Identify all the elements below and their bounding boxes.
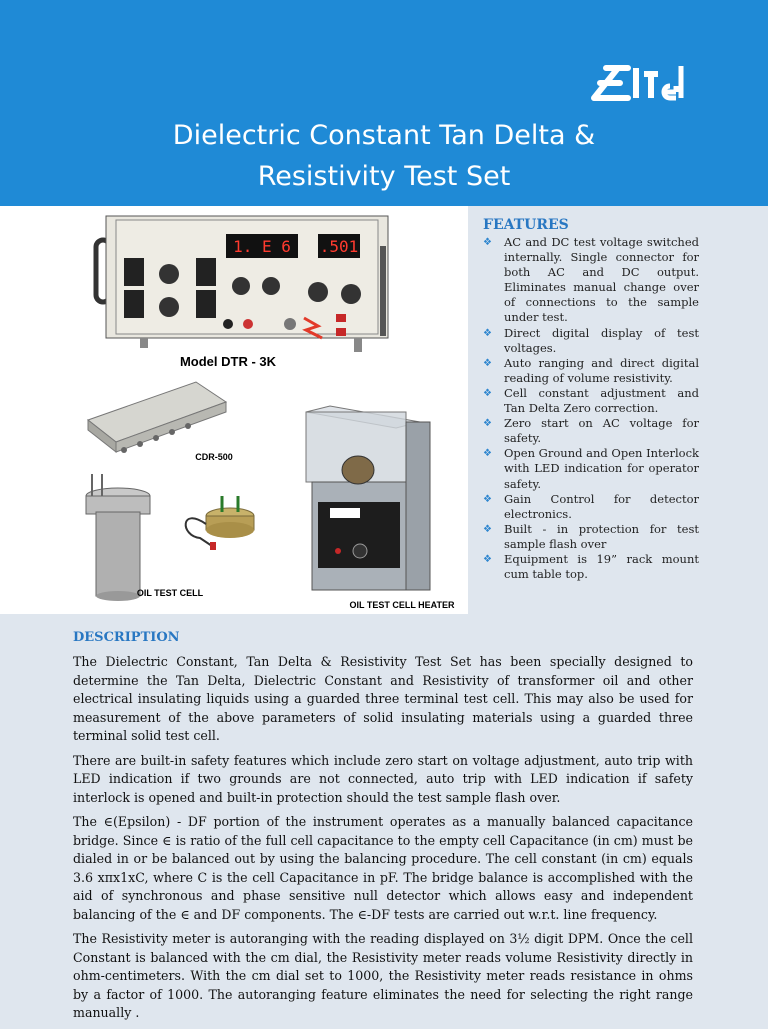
feature-text: Equipment is 19” rack mount cum table top. [504, 551, 699, 582]
dtr-3k-instrument-image [96, 216, 388, 352]
description-paragraph: The Resistivity meter is autoranging with the reading displayed on 3½ digit DPM. Once the cell Constant is balanced with the cm dial, the Resistivity meter reads volume Resistivity directly in ohm-centimeters. With the cm dial set to 1000, the Resistivity meter reads resistance in ohms by a factor of 1000. The autoranging feature eliminates the need for selecting the right range manually . [73, 931, 693, 1020]
resistivity-display-readout: .501 [319, 237, 359, 256]
feature-item [483, 522, 699, 552]
feature-text: Zero start on AC voltage for safety. [504, 416, 699, 446]
feature-item [483, 492, 699, 522]
feature-item [483, 552, 699, 582]
oil-cell-label: OIL TEST CELL [136, 588, 204, 598]
oil-test-cell-heater-image [306, 406, 430, 590]
product-illustrations [0, 206, 468, 614]
description-paragraph: There are built-in safety features which include zero start on voltage adjustment, auto trip with LED indication if two grounds are not connected, auto trip with LED indication if safety interlock is opened and built-in protection should the test sample flash over. [73, 752, 693, 805]
diamond-bullet-icon: ❖ [483, 418, 492, 430]
product-images-panel [0, 206, 468, 614]
description-paragraph: The Dielectric Constant, Tan Delta & Resistivity Test Set has been specially designed to determine the Tan Delta, Dielectric Constant and Resistivity of transformer oil and other electrical insulating liquids using a guarded three terminal test cell. This may also be used for measurement of the above parameters of solid insulating materials using a guarded three terminal solid test cell. [73, 654, 693, 743]
feature-text: AC and DC test voltage switched internally. Single connector for both AC and DC output. Eliminates manual change over of connections to the sample under test. [504, 235, 699, 325]
heater-label: OIL TEST CELL HEATER [349, 600, 455, 610]
feature-item [483, 356, 699, 386]
voltage-display-readout: 1. E 6 [233, 237, 291, 256]
feature-item [483, 416, 699, 446]
cdr-label: CDR-500 [195, 452, 233, 462]
diamond-bullet-icon: ❖ [483, 493, 492, 505]
diamond-bullet-icon: ❖ [483, 553, 492, 565]
diamond-bullet-icon: ❖ [483, 448, 492, 460]
feature-text: Direct digital display of test voltages. [504, 325, 699, 355]
feature-item [483, 235, 699, 326]
feature-text: Built - in protection for test sample flash over [504, 521, 699, 551]
diamond-bullet-icon: ❖ [483, 327, 492, 339]
description-body [73, 653, 693, 1029]
diamond-bullet-icon: ❖ [483, 237, 492, 248]
eltel-logo [588, 62, 684, 104]
header-banner [0, 0, 768, 206]
features-heading: FEATURES [483, 217, 569, 233]
feature-item [483, 386, 699, 416]
feature-text: Gain Control for detector electronics. [504, 491, 699, 521]
title-line-2: Resistivity Test Set [257, 161, 511, 192]
cdr-500-image [88, 382, 226, 453]
diamond-bullet-icon: ❖ [483, 523, 492, 535]
page-title [0, 115, 768, 197]
feature-text: Open Ground and Open Interlock with LED indication for operator safety. [504, 446, 699, 491]
oil-test-cell-image [86, 474, 150, 601]
diamond-bullet-icon: ❖ [483, 357, 492, 369]
feature-item [483, 446, 699, 491]
solid-test-cell-image [186, 496, 254, 550]
model-label: Model DTR - 3K [179, 354, 277, 369]
description-paragraph: The ∈(Epsilon) - DF portion of the instrument operates as a manually balanced capacitance bridge. Since ∈ is ratio of the full cell capacitance to the empty cell Capacitance (in cm) must be dialed in or be balanced out by using the balancing procedure. The cell constant (in cm) equals 3.6 xπx1xC, where C is the cell Capacitance in pF. The bridge balance is accomplished with the aid of synchronous and phase sensitive null detector which allows easy and independent balancing of the ∈ and DF components. The ∈-DF tests are carried out w.r.t. line frequency. [73, 814, 693, 922]
feature-text: Cell constant adjustment and Tan Delta Zero correction. [504, 385, 699, 416]
feature-item [483, 326, 699, 356]
diamond-bullet-icon: ❖ [483, 387, 492, 399]
description-heading: DESCRIPTION [73, 630, 180, 645]
title-line-1: Dielectric Constant Tan Delta & [172, 120, 596, 151]
feature-text: Auto ranging and direct digital reading of volume resistivity. [504, 355, 699, 385]
features-list [483, 235, 699, 582]
